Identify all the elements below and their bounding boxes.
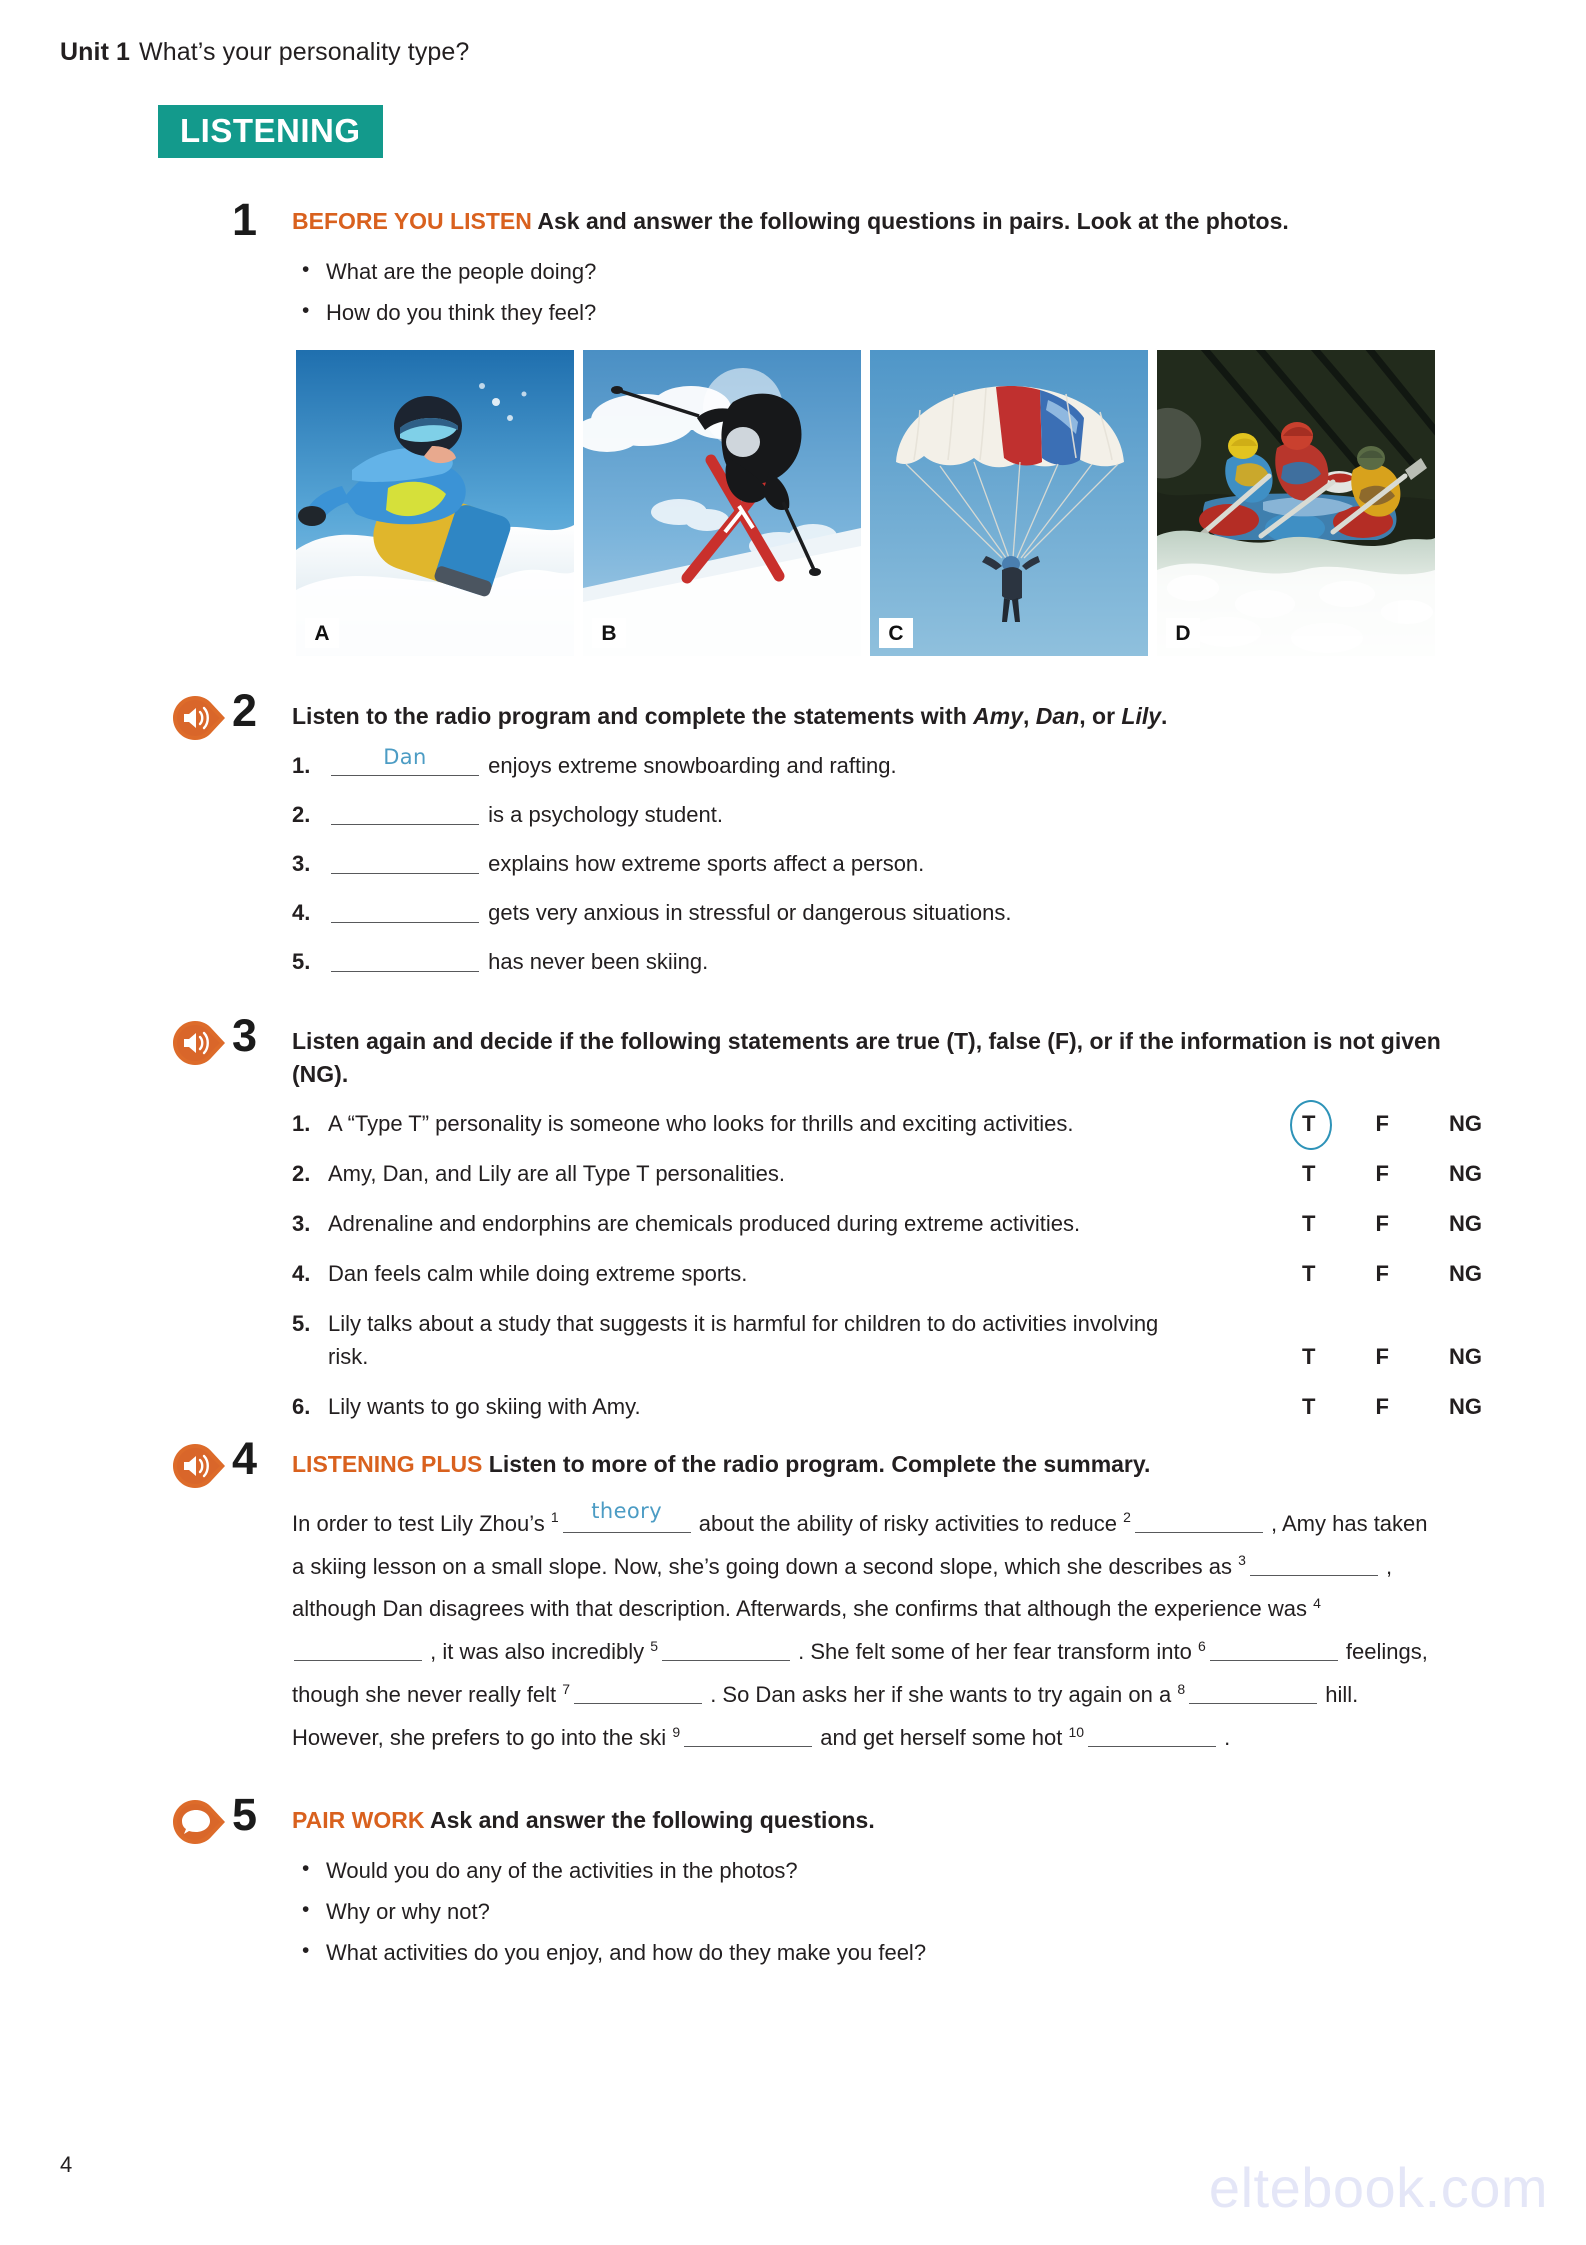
gap-number: 5	[650, 1638, 658, 1654]
statement-text: gets very anxious in stressful or dangerous situations.	[488, 899, 1012, 925]
exercise-1-tag: BEFORE YOU LISTEN	[292, 208, 532, 234]
exercise-3-item-list	[292, 1107, 1482, 1423]
true-false-ng-options	[1302, 1107, 1482, 1140]
true-false-ng-options	[1302, 1390, 1482, 1423]
instr-part: Listen to the radio program and complete the statements with	[292, 703, 974, 729]
table-row	[292, 1107, 1482, 1140]
exercise-number: 1	[232, 194, 257, 245]
true-false-ng-options	[1302, 1340, 1482, 1373]
exercise-2-statement-list	[292, 745, 1472, 978]
option-false[interactable]: F	[1375, 1211, 1389, 1237]
item-number: 4.	[292, 899, 311, 925]
list-item	[292, 745, 1472, 782]
item-number: 4.	[292, 1261, 311, 1287]
exercise-1-instruction: Ask and answer the following questions in pairs. Look at the photos.	[537, 208, 1289, 234]
answer-blank[interactable]	[1135, 1514, 1263, 1533]
summary-text: In order to test Lily Zhou’s	[292, 1510, 551, 1536]
unit-label: Unit 1	[60, 38, 131, 66]
exercise-5-tag: PAIR WORK	[292, 1807, 425, 1833]
option-true[interactable]: T	[1302, 1344, 1316, 1370]
answer-blank[interactable]	[1088, 1728, 1216, 1747]
option-not-given[interactable]: NG	[1449, 1161, 1482, 1187]
list-item	[292, 798, 1472, 831]
audio-icon[interactable]	[172, 1020, 226, 1066]
exercise-5-bullet-list	[292, 1854, 1442, 1970]
exercise-1-body	[292, 205, 1442, 337]
summary-text: , it was also incredibly	[424, 1639, 651, 1665]
skill-banner: LISTENING	[158, 105, 383, 158]
option-false[interactable]: F	[1375, 1161, 1389, 1187]
statement-text: Adrenaline and endorphins are chemicals produced during extreme activities.	[328, 1211, 1081, 1237]
summary-text: and get herself some hot	[814, 1725, 1069, 1751]
option-not-given[interactable]: NG	[1449, 1394, 1482, 1420]
item-number: 3.	[292, 850, 311, 876]
exercise-number: 4	[232, 1433, 257, 1484]
summary-text: hill. However, she prefers to go into the ski	[292, 1682, 1359, 1751]
statement-text: Amy, Dan, and Lily are all Type T personalities.	[328, 1161, 785, 1187]
answer-blank[interactable]	[574, 1685, 702, 1704]
exercise-4-body	[292, 1448, 1482, 1760]
item-number: 6.	[292, 1394, 311, 1420]
photo-label: D	[1166, 618, 1200, 648]
exercise-2-body	[292, 700, 1472, 994]
summary-text: .	[1218, 1725, 1231, 1751]
answer-blank[interactable]	[331, 852, 479, 874]
unit-title: What’s your personality type?	[139, 38, 470, 66]
list-item: • What activities do you enjoy, and how do they make you feel?	[292, 1936, 1442, 1970]
gap-number: 8	[1177, 1680, 1186, 1697]
photo-b-skiing	[583, 350, 861, 656]
photo-label: C	[879, 618, 913, 648]
summary-paragraph	[292, 1498, 1442, 1760]
summary-text: , although Dan disagrees with that description. Afterwards, she confirms that although the experience was	[292, 1553, 1393, 1622]
summary-text: about the ability of risky activities to reduce	[692, 1510, 1124, 1536]
gap-number: 4	[1313, 1595, 1321, 1612]
answer-blank[interactable]	[1210, 1642, 1338, 1661]
answer-blank[interactable]	[331, 803, 479, 825]
answer-blank[interactable]	[331, 745, 479, 776]
gap-number: 7	[562, 1680, 571, 1697]
table-row	[292, 1207, 1482, 1240]
answer-blank[interactable]	[331, 901, 479, 923]
gap-number: 6	[1197, 1638, 1206, 1654]
exercise-5-instruction: Ask and answer the following questions.	[430, 1807, 875, 1833]
gap-number: 2	[1123, 1509, 1131, 1526]
table-row	[292, 1257, 1482, 1290]
list-item: • What are the people doing?	[292, 255, 1442, 289]
option-false[interactable]: F	[1375, 1111, 1389, 1137]
instr-part: , or	[1079, 703, 1122, 729]
exercise-2-instruction	[292, 700, 1472, 733]
table-row	[292, 1157, 1482, 1190]
exercise-number: 5	[232, 1789, 257, 1840]
photo-label: B	[592, 618, 626, 648]
gap-number: 9	[672, 1723, 681, 1740]
statement-text: Lily talks about a study that suggests it is harmful for children to do activities involving risk.	[328, 1311, 1159, 1370]
exercise-5-heading	[292, 1804, 1442, 1837]
statement-text: enjoys extreme snowboarding and rafting.	[488, 752, 897, 778]
list-item	[292, 896, 1472, 929]
answer-blank[interactable]	[1250, 1557, 1378, 1576]
exercise-4-heading	[292, 1448, 1482, 1481]
statement-text: has never been skiing.	[488, 948, 709, 974]
exercise-number: 3	[232, 1010, 257, 1061]
answer-blank[interactable]	[563, 1498, 691, 1533]
true-false-ng-options	[1302, 1207, 1482, 1240]
table-row	[292, 1307, 1482, 1373]
photo-a-snowboarding	[296, 350, 574, 656]
handwritten-answer: theory	[591, 1498, 663, 1523]
statement-text: Dan feels calm while doing extreme sports.	[328, 1261, 748, 1287]
exercise-1-heading	[292, 205, 1442, 238]
statement-text: Lily wants to go skiing with Amy.	[328, 1394, 641, 1420]
photo-gallery	[296, 350, 1435, 656]
item-number: 2.	[292, 1161, 311, 1187]
exercise-4-tag: LISTENING PLUS	[292, 1451, 483, 1477]
statement-text: is a psychology student.	[488, 801, 723, 827]
list-item	[292, 847, 1472, 880]
item-number: 2.	[292, 801, 311, 827]
option-false[interactable]: F	[1375, 1261, 1389, 1287]
photo-c-skydiving	[870, 350, 1148, 656]
instr-part: ,	[1023, 703, 1036, 729]
pair-work-icon[interactable]	[172, 1799, 226, 1845]
unit-header	[60, 38, 469, 67]
statement-text: A “Type T” personality is someone who looks for thrills and exciting activities.	[328, 1111, 1074, 1137]
item-number: 1.	[292, 1111, 311, 1137]
photo-d-rafting	[1157, 350, 1435, 656]
instr-part: .	[1161, 703, 1168, 729]
exercise-3-body	[292, 1025, 1482, 1440]
list-item: • Why or why not?	[292, 1895, 1442, 1929]
gap-number: 10	[1068, 1723, 1085, 1740]
exercise-1-bullet-list	[292, 255, 1442, 330]
exercise-number: 2	[232, 685, 257, 736]
answer-blank[interactable]	[294, 1642, 422, 1661]
item-number: 5.	[292, 948, 311, 974]
exercise-5-body	[292, 1804, 1442, 1977]
true-false-ng-options	[1302, 1257, 1482, 1290]
option-not-given[interactable]: NG	[1449, 1211, 1482, 1237]
statement-text: explains how extreme sports affect a person.	[488, 850, 925, 876]
list-item: • How do you think they feel?	[292, 296, 1442, 330]
instr-name-lily: Lily	[1121, 703, 1162, 729]
option-true[interactable]: T	[1302, 1211, 1316, 1237]
answer-blank[interactable]	[684, 1728, 812, 1747]
exercise-4-instruction: Listen to more of the radio program. Complete the summary.	[488, 1451, 1151, 1477]
table-row	[292, 1390, 1482, 1423]
list-item	[292, 945, 1472, 978]
option-not-given[interactable]: NG	[1449, 1261, 1482, 1287]
page-number: 4	[60, 2152, 73, 2177]
answer-blank[interactable]	[1189, 1685, 1317, 1704]
option-false[interactable]: F	[1375, 1394, 1389, 1420]
item-number: 5.	[292, 1311, 311, 1337]
audio-icon[interactable]	[172, 1443, 226, 1489]
option-true[interactable]: T	[1302, 1161, 1316, 1187]
answer-blank[interactable]	[331, 950, 479, 972]
summary-text: . So Dan asks her if she wants to try again on a	[704, 1682, 1178, 1708]
option-false[interactable]: F	[1375, 1344, 1389, 1370]
audio-icon[interactable]	[172, 695, 226, 741]
list-item: • Would you do any of the activities in the photos?	[292, 1854, 1442, 1888]
summary-text: feelings, though she never really felt	[292, 1639, 1428, 1708]
watermark: eltebook.com	[1208, 2156, 1548, 2219]
option-true[interactable]: T	[1302, 1261, 1316, 1287]
exercise-3-instruction: Listen again and decide if the following statements are true (T), false (F), or if the information is not given (NG).	[292, 1028, 1441, 1087]
photo-label: A	[305, 618, 339, 648]
item-number: 1.	[292, 752, 311, 778]
true-false-ng-options	[1302, 1157, 1482, 1190]
option-true[interactable]: T	[1302, 1394, 1316, 1420]
handwritten-answer: Dan	[383, 745, 427, 770]
option-not-given[interactable]: NG	[1449, 1344, 1482, 1370]
item-number: 3.	[292, 1211, 311, 1237]
instr-name-amy: Amy	[973, 703, 1024, 729]
summary-text: . She felt some of her fear transform into	[792, 1639, 1198, 1665]
gap-number: 3	[1238, 1552, 1246, 1569]
option-true[interactable]: T	[1302, 1107, 1315, 1140]
summary-text: , Amy has taken a skiing lesson on a small slope. Now, she’s going down a second slope, which she describes as	[292, 1510, 1428, 1579]
gap-number: 1	[550, 1509, 559, 1526]
instr-name-dan: Dan	[1035, 703, 1080, 729]
option-not-given[interactable]: NG	[1449, 1111, 1482, 1137]
answer-blank[interactable]	[662, 1642, 790, 1661]
